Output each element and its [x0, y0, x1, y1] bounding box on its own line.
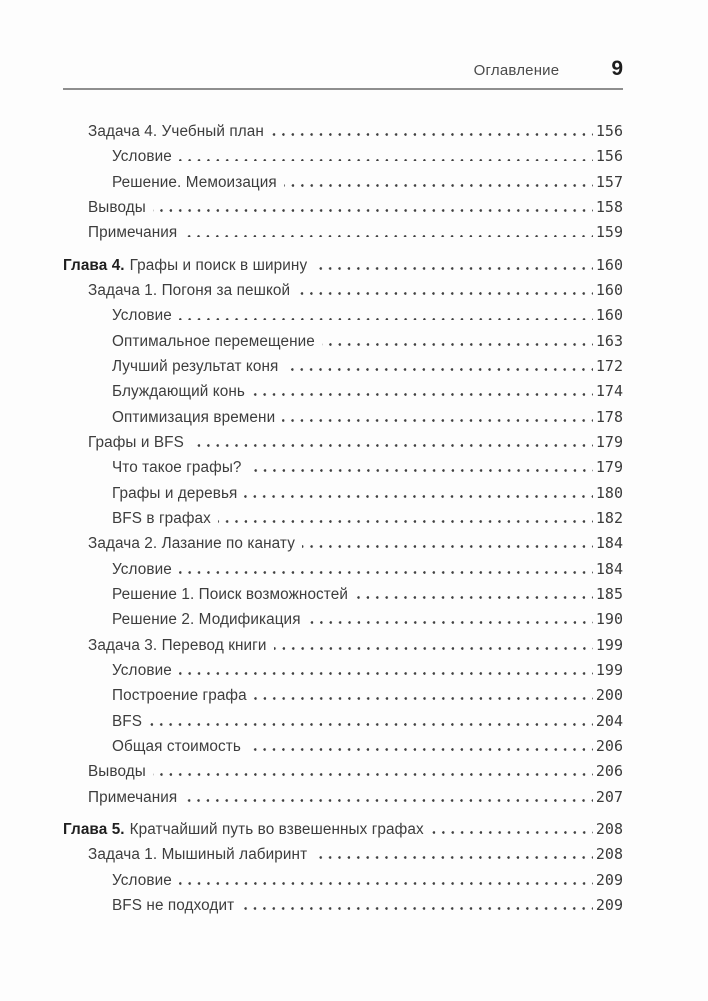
- toc-entry: [63, 220, 623, 245]
- dot-leader: [248, 748, 593, 751]
- entry-title: Условие: [112, 871, 172, 889]
- toc-list: [63, 119, 623, 918]
- entry-title: Примечания: [88, 788, 178, 806]
- dot-leader: [308, 621, 593, 624]
- toc-entry: [63, 195, 623, 220]
- toc-entry: [63, 842, 623, 867]
- toc-entry: [63, 354, 623, 379]
- entry-page-number: 185: [595, 584, 623, 603]
- toc-entry: [63, 455, 623, 480]
- entry-title: Задача 1. Мышиный лабиринт: [88, 846, 308, 864]
- entry-title: Условие: [112, 307, 172, 325]
- dot-leader: [254, 697, 593, 700]
- entry-page-number: 172: [595, 356, 623, 375]
- toc-entry: [63, 481, 623, 506]
- entry-page-number: 204: [595, 711, 623, 730]
- entry-page-number: 178: [595, 407, 623, 426]
- entry-page-number: 207: [595, 787, 623, 806]
- toc-entry: [63, 868, 623, 893]
- dot-leader: [274, 647, 593, 650]
- dot-leader: [284, 184, 593, 187]
- dot-leader: [179, 159, 593, 162]
- entry-page-number: 157: [595, 172, 623, 191]
- dot-leader: [179, 571, 593, 574]
- entry-page-number: 184: [595, 534, 623, 553]
- entry-page-number: 199: [595, 635, 623, 654]
- entry-page-number: 179: [595, 458, 623, 477]
- entry-title: Примечания: [88, 224, 178, 242]
- entry-title: Оптимальное перемещение: [112, 332, 315, 350]
- entry-page-number: 209: [595, 895, 623, 914]
- entry-page-number: 179: [595, 432, 623, 451]
- toc-entry: [63, 607, 623, 632]
- entry-page-number: 180: [595, 483, 623, 502]
- entry-title: Выводы: [88, 763, 146, 781]
- toc-entry: [63, 893, 623, 918]
- entry-title: Задача 3. Перевод книги: [88, 636, 267, 654]
- entry-title: Условие: [112, 661, 172, 679]
- dot-leader: [252, 393, 593, 396]
- toc-entry: [63, 582, 623, 607]
- toc-entry: [63, 506, 623, 531]
- entry-title: Что такое графы?: [112, 459, 242, 477]
- page-header: [63, 57, 623, 90]
- dot-leader: [184, 799, 593, 802]
- entry-page-number: 206: [595, 762, 623, 781]
- entry-page-number: 174: [595, 382, 623, 401]
- entry-page-number: 184: [595, 559, 623, 578]
- toc-chapter-entry: [63, 253, 623, 278]
- toc-entry: [63, 759, 623, 784]
- dot-leader: [149, 723, 593, 726]
- entry-title: Построение графа: [112, 687, 247, 705]
- entry-title: Задача 4. Учебный план: [88, 123, 264, 140]
- toc-entry: [63, 734, 623, 759]
- entry-page-number: 190: [595, 610, 623, 629]
- toc-entry: [63, 278, 623, 303]
- dot-leader: [241, 907, 593, 910]
- entry-title: BFS не подходит: [112, 896, 235, 914]
- dot-leader: [184, 235, 593, 238]
- dot-leader: [179, 672, 593, 675]
- running-head-page-number: 9: [611, 57, 623, 80]
- toc-entry: [63, 633, 623, 658]
- dot-leader: [355, 596, 593, 599]
- dot-leader: [153, 209, 593, 212]
- toc-entry: [63, 329, 623, 354]
- dot-leader: [322, 343, 593, 346]
- entry-page-number: 206: [595, 736, 623, 755]
- dot-leader: [271, 133, 593, 136]
- dot-leader: [218, 520, 593, 523]
- dot-leader: [431, 831, 593, 834]
- entry-page-number: 159: [595, 223, 623, 242]
- toc-entry: [63, 709, 623, 734]
- toc-entry: [63, 405, 623, 430]
- entry-title: Условие: [112, 148, 172, 166]
- dot-leader: [282, 419, 593, 422]
- toc-entry: [63, 557, 623, 582]
- toc-entry: [63, 379, 623, 404]
- entry-page-number: 163: [595, 331, 623, 350]
- entry-title: Лучший результат коня: [112, 357, 279, 375]
- entry-page-number: 160: [595, 306, 623, 325]
- entry-page-number: 156: [595, 122, 623, 140]
- dot-leader: [179, 882, 593, 885]
- dot-leader: [314, 856, 593, 859]
- entry-title: Выводы: [88, 198, 146, 216]
- entry-page-number: 160: [595, 255, 623, 274]
- chapter-number-label: Глава 5.: [63, 820, 125, 838]
- entry-page-number: 209: [595, 870, 623, 889]
- dot-leader: [153, 773, 593, 776]
- entry-page-number: 200: [595, 686, 623, 705]
- entry-page-number: 182: [595, 508, 623, 527]
- dot-leader: [285, 368, 592, 371]
- dot-leader: [179, 318, 593, 321]
- entry-title: Условие: [112, 560, 172, 578]
- entry-title: Графы и поиск в ширину: [129, 256, 308, 274]
- entry-title: Решение 2. Модификация: [112, 611, 301, 629]
- entry-title: Решение 1. Поиск возможностей: [112, 585, 348, 603]
- entry-title: Задача 2. Лазание по канату: [88, 535, 295, 553]
- toc-entry: [63, 144, 623, 169]
- toc-entry: [63, 785, 623, 810]
- entry-page-number: 199: [595, 660, 623, 679]
- entry-title: BFS в графах: [112, 509, 211, 527]
- dot-leader: [302, 545, 593, 548]
- dot-leader: [249, 469, 593, 472]
- toc-entry: [63, 683, 623, 708]
- toc-chapter-entry: [63, 817, 623, 842]
- entry-title: Блуждающий конь: [112, 383, 245, 401]
- toc-entry: [63, 658, 623, 683]
- running-head-title: Оглавление: [473, 62, 560, 79]
- entry-title: BFS: [112, 712, 143, 730]
- entry-page-number: 158: [595, 197, 623, 216]
- toc-entry: [63, 430, 623, 455]
- dot-leader: [244, 495, 593, 498]
- entry-title: Оптимизация времени: [112, 408, 276, 426]
- dot-leader: [191, 444, 593, 447]
- entry-title: Графы и деревья: [112, 484, 238, 502]
- entry-title: Общая стоимость: [112, 737, 241, 755]
- dot-leader: [297, 292, 593, 295]
- chapter-number-label: Глава 4.: [63, 256, 125, 274]
- entry-title: Решение. Мемоизация: [112, 173, 277, 191]
- entry-page-number: 156: [595, 147, 623, 166]
- toc-entry: [63, 303, 623, 328]
- entry-page-number: 208: [595, 845, 623, 864]
- toc-entry: [63, 170, 623, 195]
- toc-entry: [63, 119, 623, 144]
- entry-title: Кратчайший путь во взвешенных графах: [129, 820, 424, 838]
- entry-page-number: 160: [595, 280, 623, 299]
- entry-title: Задача 1. Погоня за пешкой: [88, 281, 291, 299]
- entry-title: Графы и BFS: [88, 433, 184, 451]
- dot-leader: [314, 267, 593, 270]
- entry-page-number: 208: [595, 819, 623, 838]
- toc-entry: [63, 531, 623, 556]
